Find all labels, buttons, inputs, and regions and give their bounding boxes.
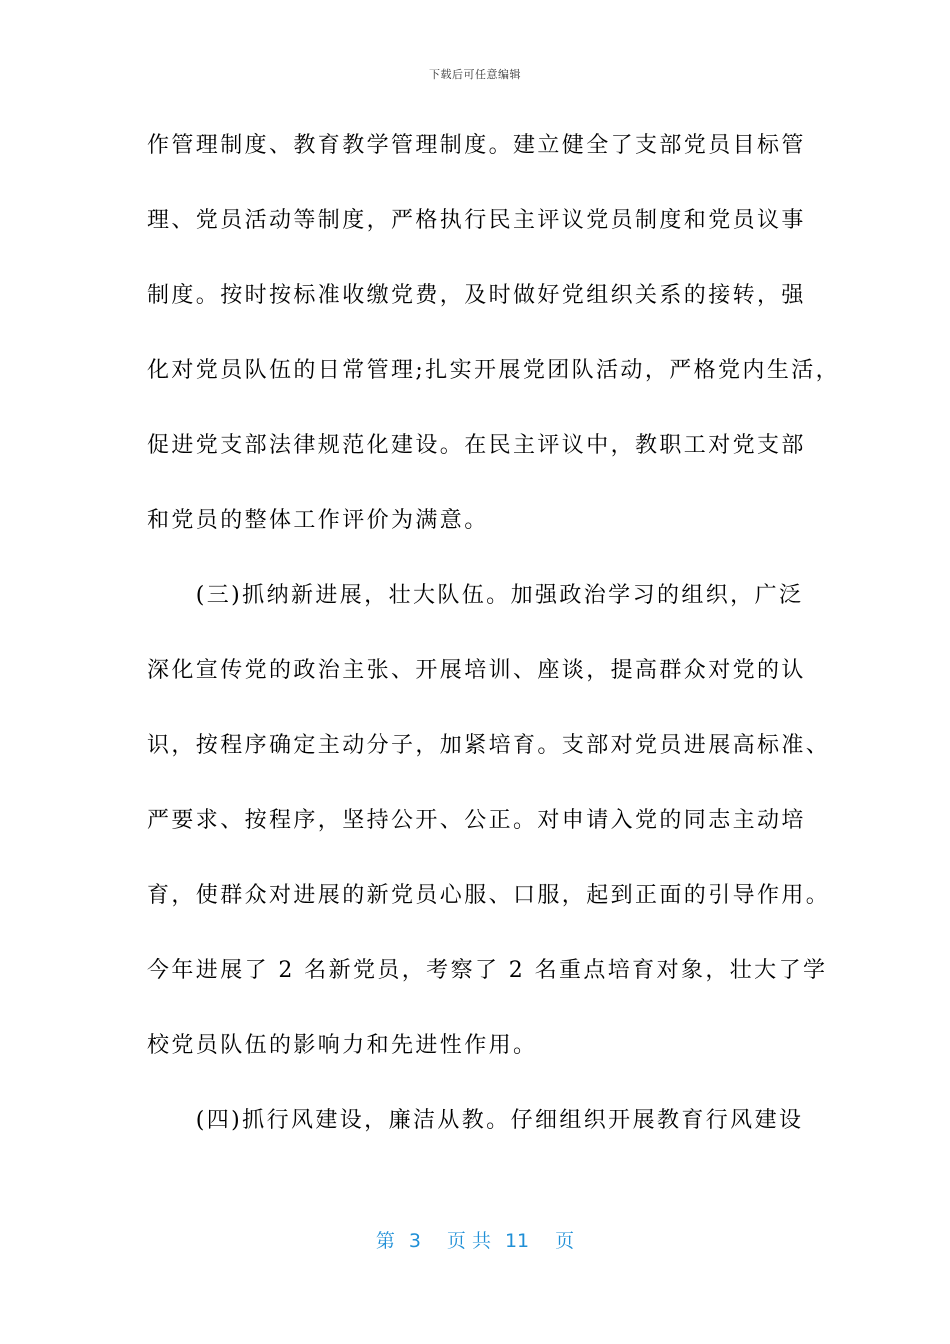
text-line: 制度。按时按标准收缴党费，及时做好党组织关系的接转，强 bbox=[147, 283, 806, 308]
text-line: 校党员队伍的影响力和先进性作用。 bbox=[147, 1033, 538, 1058]
text-line: 深化宣传党的政治主张、开展培训、座谈，提高群众对党的认 bbox=[147, 658, 806, 683]
text-line: 作管理制度、教育教学管理制度。建立健全了支部党员目标管 bbox=[147, 133, 806, 158]
text-line: (四)抓行风建设，廉洁从教。仔细组织开展教育行风建设 bbox=[147, 1108, 804, 1133]
text-line: 化对党员队伍的日常管理;扎实开展党团队活动，严格党内生活， bbox=[147, 358, 841, 383]
page-label-mid: 页 共 bbox=[446, 1230, 491, 1252]
text-line: 严要求、按程序，坚持公开、公正。对申请入党的同志主动培 bbox=[147, 808, 806, 833]
text-line: 和党员的整体工作评价为满意。 bbox=[147, 508, 489, 533]
text-line: 理、党员活动等制度，严格执行民主评议党员制度和党员议事 bbox=[147, 208, 806, 233]
page-label-prefix: 第 bbox=[375, 1230, 395, 1252]
text-line: 今年进展了 2 名新党员，考察了 2 名重点培育对象，壮大了学 bbox=[147, 958, 828, 983]
document-body bbox=[147, 128, 841, 1178]
header-note: 下载后可任意编辑 bbox=[429, 68, 521, 81]
text-line: 识，按程序确定主动分子，加紧培育。支部对党员进展高标准、 bbox=[147, 733, 831, 758]
text-line: 促进党支部法律规范化建设。在民主评议中，教职工对党支部 bbox=[147, 433, 806, 458]
text-line: (三)抓纳新进展，壮大队伍。加强政治学习的组织，广泛 bbox=[147, 583, 804, 608]
page-total: 11 bbox=[504, 1230, 530, 1252]
page-current: 3 bbox=[408, 1230, 421, 1252]
page-footer bbox=[0, 1226, 950, 1253]
text-line: 育，使群众对进展的新党员心服、口服，起到正面的引导作用。 bbox=[147, 883, 831, 908]
page-label-suffix: 页 bbox=[555, 1230, 575, 1252]
